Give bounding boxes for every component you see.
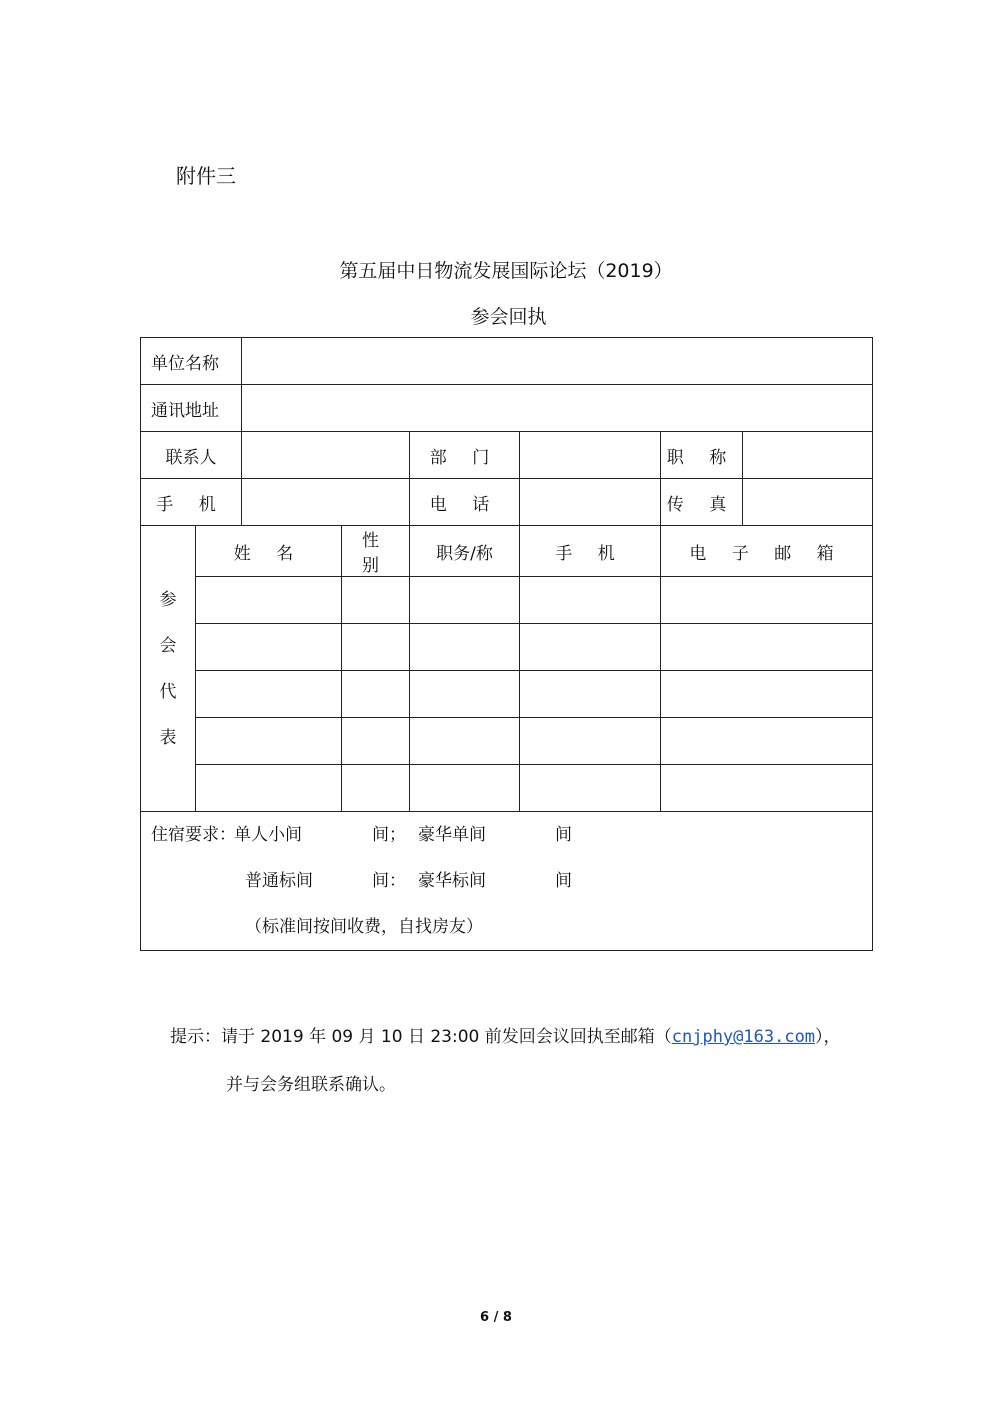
delegate-gender-field[interactable] — [342, 765, 410, 812]
lodging-deluxe-standard-unit: 间 — [555, 871, 572, 891]
fax-field[interactable] — [743, 479, 873, 526]
delegate-title-field[interactable] — [410, 671, 520, 718]
column-header-name: 姓 名 — [196, 526, 342, 577]
lodging-deluxe-single-label: 豪华单间 — [418, 825, 486, 845]
delegate-row — [141, 577, 873, 624]
department-field[interactable] — [520, 432, 661, 479]
delegate-title-field[interactable] — [410, 765, 520, 812]
lodging-standard-unit: 间： — [372, 871, 406, 891]
column-header-title: 职务/称 — [410, 526, 520, 577]
lodging-section — [141, 812, 873, 951]
lodging-label: 住宿要求： — [151, 825, 236, 845]
lodging-standard-label: 普通标间 — [245, 871, 313, 891]
delegate-name-field[interactable] — [196, 671, 342, 718]
lodging-line-1 — [141, 812, 872, 858]
position-field[interactable] — [743, 432, 873, 479]
delegate-row — [141, 671, 873, 718]
lodging-line-3 — [141, 904, 872, 950]
delegate-mobile-field[interactable] — [520, 671, 661, 718]
address-label: 通讯地址 — [141, 385, 242, 432]
delegates-label-char: 参 — [159, 589, 177, 610]
delegate-title-field[interactable] — [410, 718, 520, 765]
delegate-row — [141, 765, 873, 812]
delegate-row — [141, 624, 873, 671]
contact-field[interactable] — [242, 432, 410, 479]
delegates-label — [141, 526, 196, 812]
delegate-name-field[interactable] — [196, 577, 342, 624]
delegate-gender-field[interactable] — [342, 718, 410, 765]
table-row — [141, 385, 873, 432]
column-header-email: 电 子 邮 箱 — [661, 526, 873, 577]
position-label: 职 称 — [661, 432, 743, 479]
delegates-label-char: 代 — [159, 681, 177, 702]
delegate-mobile-field[interactable] — [520, 577, 661, 624]
table-row — [141, 338, 873, 385]
table-row — [141, 432, 873, 479]
contact-label: 联系人 — [141, 432, 242, 479]
contact-email-link[interactable]: cnjphy@163.com — [671, 1027, 816, 1047]
lodging-single-unit: 间； — [372, 825, 406, 845]
lodging-row — [141, 812, 873, 951]
delegate-mobile-field[interactable] — [520, 765, 661, 812]
delegate-name-field[interactable] — [196, 624, 342, 671]
mobile-label: 手 机 — [141, 479, 242, 526]
department-label: 部 门 — [410, 432, 520, 479]
notice-line-1 — [170, 1022, 841, 1047]
document-subtitle: 参会回执 — [470, 306, 547, 328]
phone-label: 电 话 — [410, 479, 520, 526]
table-row — [141, 479, 873, 526]
unit-name-field[interactable] — [242, 338, 873, 385]
column-header-gender: 性 别 — [342, 526, 410, 577]
delegate-gender-field[interactable] — [342, 624, 410, 671]
delegate-name-field[interactable] — [196, 765, 342, 812]
delegate-gender-field[interactable] — [342, 671, 410, 718]
page-number: 6 / 8 — [480, 1310, 512, 1325]
lodging-single-label: 单人小间 — [234, 825, 302, 845]
column-header-mobile: 手 机 — [520, 526, 661, 577]
delegate-email-field[interactable] — [661, 718, 873, 765]
lodging-line-2 — [141, 858, 872, 904]
delegate-email-field[interactable] — [661, 671, 873, 718]
address-field[interactable] — [242, 385, 873, 432]
delegate-name-field[interactable] — [196, 718, 342, 765]
lodging-deluxe-standard-label: 豪华标间 — [418, 871, 486, 891]
notice-suffix: ）， — [815, 1027, 841, 1047]
table-row — [141, 526, 873, 577]
fax-label: 传 真 — [661, 479, 743, 526]
lodging-deluxe-single-unit: 间 — [555, 825, 572, 845]
delegate-email-field[interactable] — [661, 765, 873, 812]
notice-line-2: 并与会务组联系确认。 — [226, 1075, 396, 1095]
notice-prefix: 提示：请于 2019 年 09 月 10 日 23:00 前发回会议回执至邮箱（ — [170, 1027, 672, 1047]
delegate-title-field[interactable] — [410, 577, 520, 624]
delegate-gender-field[interactable] — [342, 577, 410, 624]
unit-name-label: 单位名称 — [141, 338, 242, 385]
delegate-email-field[interactable] — [661, 577, 873, 624]
document-title: 第五届中日物流发展国际论坛（2019） — [339, 260, 673, 282]
delegate-mobile-field[interactable] — [520, 624, 661, 671]
delegate-mobile-field[interactable] — [520, 718, 661, 765]
delegate-email-field[interactable] — [661, 624, 873, 671]
mobile-field[interactable] — [242, 479, 410, 526]
delegate-row — [141, 718, 873, 765]
delegate-title-field[interactable] — [410, 624, 520, 671]
phone-field[interactable] — [520, 479, 661, 526]
delegates-label-char: 会 — [159, 635, 177, 656]
lodging-note: （标准间按间收费，自找房友） — [245, 917, 483, 937]
delegates-label-char: 表 — [159, 727, 177, 748]
attachment-label: 附件三 — [176, 164, 236, 188]
registration-form-table — [140, 337, 873, 951]
